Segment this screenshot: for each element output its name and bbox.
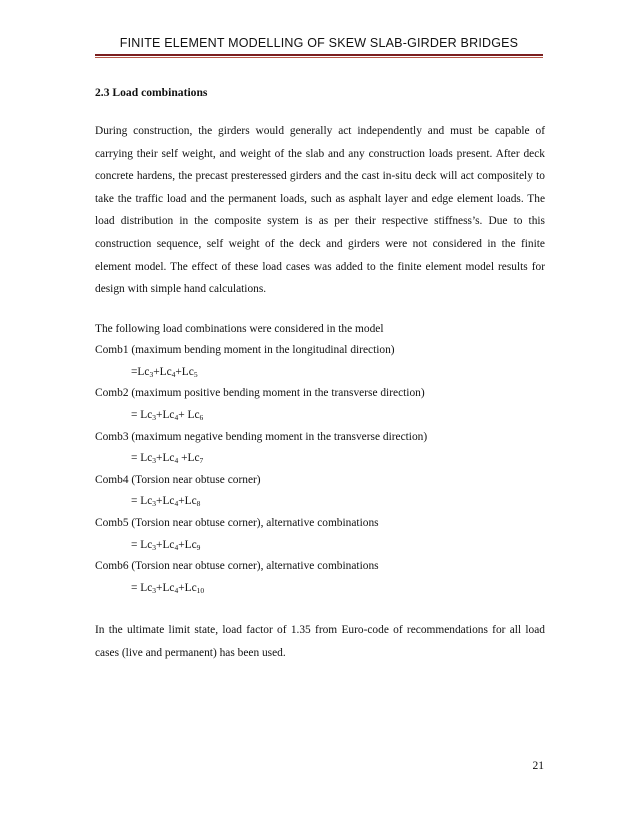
body-paragraph: During construction, the girders would generally act independently and must be capable of carrying their self weight, and weight of the slab and any construction loads present. After deck concrete hardens, the precast presteressed girders and the cast in-situ deck will act compositely to take the traffic load and the permanent loads, such as asphalt layer and edge element loads. The load distribution in the composite system is as per their respective stiffness’s. Due to this construction sequence, self weight of the deck and girders were not considered in the finite element model. The effect of these load cases was added to the finite element model results for design with simple hand calculations. (95, 125, 545, 296)
list-item (95, 340, 545, 383)
running-header: FINITE ELEMENT MODELLING OF SKEW SLAB-GIRDER BRIDGES (119, 36, 519, 50)
closing-paragraph: In the ultimate limit state, load factor of 1.35 from Euro-code of recommendations for all load cases (live and permanent) has been used. (95, 624, 545, 659)
combination-title: Comb3 (maximum negative bending moment in the transverse direction) (95, 430, 428, 443)
header-rule (95, 54, 543, 56)
combination-title: Comb6 (Torsion near obtuse corner), alternative combinations (95, 560, 379, 573)
list-item (95, 427, 545, 470)
combination-title: Comb4 (Torsion near obtuse corner) (95, 473, 261, 486)
list-item (95, 513, 545, 556)
combination-formula: = $Lc_3+Lc_4+Lc_9$ (131, 538, 201, 552)
list-item (95, 383, 545, 426)
combination-formula: = $Lc_3+Lc_4+ Lc_6$ (131, 409, 204, 423)
page-number: 21 (532, 760, 544, 772)
header-rule-thin (95, 57, 543, 58)
combination-title: Comb5 (Torsion near obtuse corner), alternative combinations (95, 517, 379, 529)
combination-formula: = $Lc_3+Lc_4 +Lc_7$ (131, 452, 204, 466)
combination-title: Comb1 (maximum bending moment in the longitudinal direction) (95, 344, 395, 357)
load-combination-list (95, 340, 545, 599)
combination-formula: $=Lc_3+Lc_4+Lc_5$ (131, 365, 198, 379)
combination-formula: = $Lc_3+Lc_4+Lc_{10}$ (131, 581, 205, 595)
list-item (95, 470, 545, 513)
list-item (95, 556, 545, 599)
section-heading: 2.3 Load combinations (95, 86, 208, 99)
combination-formula: = $Lc_3+Lc_4+Lc_8$ (131, 495, 201, 509)
combination-title: Comb2 (maximum positive bending moment in the transverse direction) (95, 387, 425, 400)
combinations-intro: The following load combinations were considered in the model (95, 322, 384, 335)
page-body (95, 84, 545, 665)
